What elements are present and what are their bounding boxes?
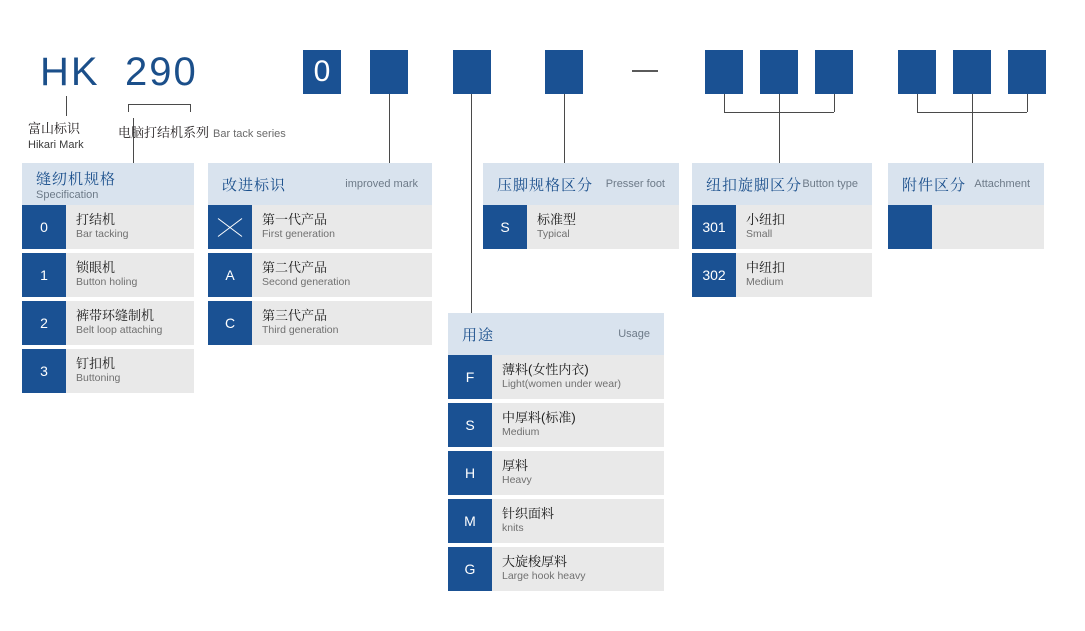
code-block-presser	[545, 50, 583, 94]
row-value	[66, 205, 194, 249]
panel-usage	[448, 313, 664, 591]
row-value-cn: 第三代产品	[262, 308, 328, 324]
row-key: 3	[22, 349, 66, 393]
row-value-cn: 中纽扣	[746, 260, 786, 276]
code-block-button-2	[760, 50, 798, 94]
row-key: 1	[22, 253, 66, 297]
caption-hikari-en: Hikari Mark	[28, 138, 84, 151]
row-key: 302	[692, 253, 736, 297]
row-value-en: Second generation	[262, 276, 351, 289]
row-value-en: Belt loop attaching	[76, 324, 163, 337]
code-block-improved	[370, 50, 408, 94]
caption-series-en: Bar tack series	[213, 128, 286, 140]
row-value	[252, 205, 432, 249]
row-value-cn: 第一代产品	[262, 212, 328, 228]
code-block-attach-3	[1008, 50, 1046, 94]
panel-attachment-title-en: Attachment	[974, 178, 1030, 190]
row-key-first-generation-icon	[208, 205, 252, 249]
leader-attach-down	[972, 112, 973, 163]
row-value-cn: 针织面料	[502, 506, 555, 522]
table-row	[22, 205, 194, 249]
row-value-en: Typical	[537, 228, 570, 241]
row-value-en: Small	[746, 228, 773, 241]
table-row	[448, 451, 664, 495]
table-row	[208, 205, 432, 249]
code-block-button-3	[815, 50, 853, 94]
row-value-en: Large hook heavy	[502, 570, 586, 583]
panel-improved-header	[208, 163, 432, 205]
row-value-cn: 标准型	[537, 212, 577, 228]
caption-series	[118, 122, 286, 141]
code-block-attach-2	[953, 50, 991, 94]
row-value	[492, 355, 664, 399]
table-row	[888, 205, 1044, 249]
row-value-en: knits	[502, 522, 524, 535]
row-value-cn: 打结机	[76, 212, 116, 228]
row-value	[492, 403, 664, 447]
row-value	[66, 253, 194, 297]
panel-button-title-en: Button type	[802, 178, 858, 190]
row-value-cn: 裤带环缝制机	[76, 308, 155, 324]
panel-button-title-cn: 纽扣旋脚区分	[706, 176, 803, 194]
row-value-cn: 薄料(女性内衣)	[502, 362, 589, 378]
table-row	[692, 205, 872, 249]
panel-improved-mark	[208, 163, 432, 345]
leader-attach-l	[917, 94, 918, 112]
table-row	[448, 499, 664, 543]
table-row	[208, 301, 432, 345]
caption-hikari-cn: 富山标识	[28, 121, 81, 136]
row-value-en: Third generation	[262, 324, 339, 337]
panel-presser-foot	[483, 163, 679, 249]
leader-series-right	[190, 104, 191, 112]
table-row	[22, 301, 194, 345]
code-dash	[632, 70, 658, 72]
row-key: S	[483, 205, 527, 249]
panel-specification	[22, 163, 194, 393]
row-value-en: Medium	[502, 426, 540, 439]
row-value-en: First generation	[262, 228, 335, 241]
leader-series-top	[128, 104, 190, 105]
leader-improved	[389, 94, 390, 163]
row-value	[492, 451, 664, 495]
model-brand-code: HK	[40, 50, 100, 94]
leader-button-r	[834, 94, 835, 112]
code-block-button-1	[705, 50, 743, 94]
row-value	[252, 253, 432, 297]
model-series-number: 290	[125, 50, 198, 94]
row-value-en: Bar tacking	[76, 228, 129, 241]
panel-specification-header	[22, 163, 194, 205]
row-value-en: Buttoning	[76, 372, 121, 385]
leader-button-m	[779, 94, 780, 112]
caption-hikari	[28, 120, 84, 152]
row-value	[736, 205, 872, 249]
row-value	[736, 253, 872, 297]
row-value	[932, 205, 1044, 249]
row-value-cn: 小纽扣	[746, 212, 786, 228]
row-key: A	[208, 253, 252, 297]
code-block-attach-1	[898, 50, 936, 94]
row-value-cn: 厚料	[502, 458, 529, 474]
panel-improved-title-en: improved mark	[345, 178, 418, 190]
row-key: 0	[22, 205, 66, 249]
row-value-cn: 中厚料(标准)	[502, 410, 576, 426]
leader-usage	[471, 94, 472, 313]
row-value	[252, 301, 432, 345]
row-key: C	[208, 301, 252, 345]
table-row	[483, 205, 679, 249]
row-value-cn: 大旋梭厚料	[502, 554, 568, 570]
row-value-en: Heavy	[502, 474, 532, 487]
table-row	[448, 355, 664, 399]
panel-attachment	[888, 163, 1044, 249]
table-row	[448, 403, 664, 447]
panel-presser-header	[483, 163, 679, 205]
row-key: F	[448, 355, 492, 399]
row-key: S	[448, 403, 492, 447]
leader-button-l	[724, 94, 725, 112]
row-key: H	[448, 451, 492, 495]
panel-button-type	[692, 163, 872, 297]
code-block-usage	[453, 50, 491, 94]
row-value	[492, 499, 664, 543]
panel-attachment-header	[888, 163, 1044, 205]
panel-attachment-title-cn: 附件区分	[902, 176, 967, 194]
row-value	[66, 301, 194, 345]
table-row	[22, 253, 194, 297]
row-value	[527, 205, 679, 249]
panel-usage-title-cn: 用途	[462, 326, 495, 344]
row-value	[492, 547, 664, 591]
caption-series-cn: 电脑打结机系列	[118, 125, 210, 140]
row-value-en: Light(women under wear)	[502, 378, 622, 391]
panel-usage-header	[448, 313, 664, 355]
row-key: G	[448, 547, 492, 591]
leader-hikari	[66, 96, 67, 116]
table-row	[208, 253, 432, 297]
row-value-en: Button holing	[76, 276, 138, 289]
leader-attach-m	[972, 94, 973, 112]
leader-presser	[564, 94, 565, 163]
row-value	[66, 349, 194, 393]
table-row	[448, 547, 664, 591]
table-row	[22, 349, 194, 393]
row-value-cn: 第二代产品	[262, 260, 328, 276]
panel-presser-title-cn: 压脚规格区分	[497, 176, 594, 194]
panel-specification-title-cn: 缝纫机规格	[36, 171, 117, 188]
row-value-en: Medium	[746, 276, 784, 289]
panel-improved-title-cn: 改进标识	[222, 176, 287, 194]
leader-series-left	[128, 104, 129, 112]
code-block-zero: 0	[303, 50, 341, 94]
table-row	[692, 253, 872, 297]
panel-button-header	[692, 163, 872, 205]
panel-specification-title-en: Specification	[36, 189, 99, 201]
leader-attach-r	[1027, 94, 1028, 112]
row-key: 2	[22, 301, 66, 345]
panel-usage-title-en: Usage	[618, 328, 650, 340]
row-key: 301	[692, 205, 736, 249]
row-value-cn: 锁眼机	[76, 260, 116, 276]
panel-presser-title-en: Presser foot	[605, 178, 665, 190]
row-value-cn: 钉扣机	[76, 356, 116, 372]
leader-button-down	[779, 112, 780, 163]
row-key: M	[448, 499, 492, 543]
row-key-blank	[888, 205, 932, 249]
